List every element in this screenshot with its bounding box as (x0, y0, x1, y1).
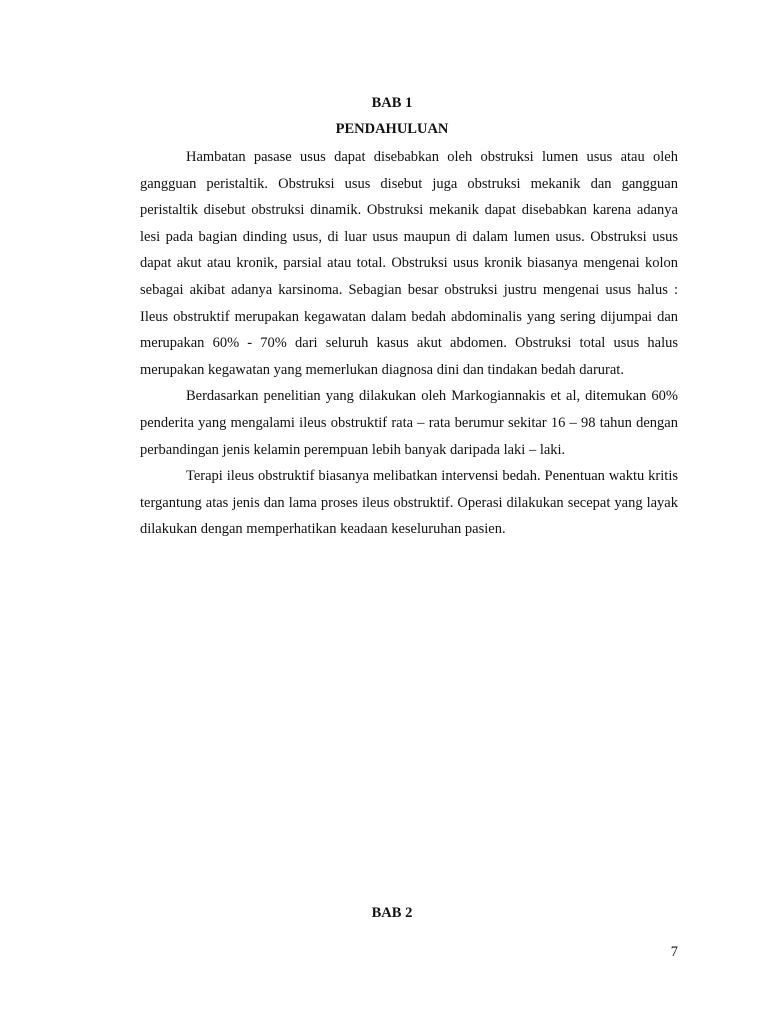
chapter-number: BAB 1 (371, 95, 413, 111)
paragraph-1: Hambatan pasase usus dapat disebabkan oleh obstruksi lumen usus atau oleh gangguan peristaltik. Obstruksi usus disebut juga obstruksi mekanik dan gangguan peristaltik disebut obstruksi dinamik. Obstruksi mekanik dapat disebabkan karena adanya lesi pada bagian dinding usus, di luar usus maupun di dalam lumen usus. Obstruksi usus dapat akut atau kronik, parsial atau total. Obstruksi usus kronik biasanya mengenai kolon sebagai akibat adanya karsinoma. Sebagian besar obstruksi justru mengenai usus halus : Ileus obstruktif merupakan kegawatan dalam bedah abdominalis yang sering dijumpai dan merupakan 60% - 70% dari seluruh kasus akut abdomen. Obstruksi total usus halus merupakan kegawatan yang memerlukan diagnosa dini dan tindakan bedah darurat. (140, 149, 678, 378)
paragraph-3: Terapi ileus obstruktif biasanya melibatkan intervensi bedah. Penentuan waktu kritis tergantung atas jenis dan lama proses ileus obstruktif. Operasi dilakukan secepat yang layak dilakukan dengan memperhatikan keadaan keseluruhan pasien. (140, 468, 678, 538)
body-text (140, 144, 678, 543)
page-number: 7 (670, 944, 678, 960)
paragraph-2: Berdasarkan penelitian yang dilakukan oleh Markogiannakis et al, ditemukan 60% penderita yang mengalami ileus obstruktif rata – rata berumur sekitar 16 – 98 tahun dengan perbandingan jenis kelamin perempuan lebih banyak daripada laki – laki. (140, 388, 678, 458)
chapter-title: PENDAHULUAN (335, 121, 449, 137)
next-chapter-heading: BAB 2 (371, 905, 413, 921)
